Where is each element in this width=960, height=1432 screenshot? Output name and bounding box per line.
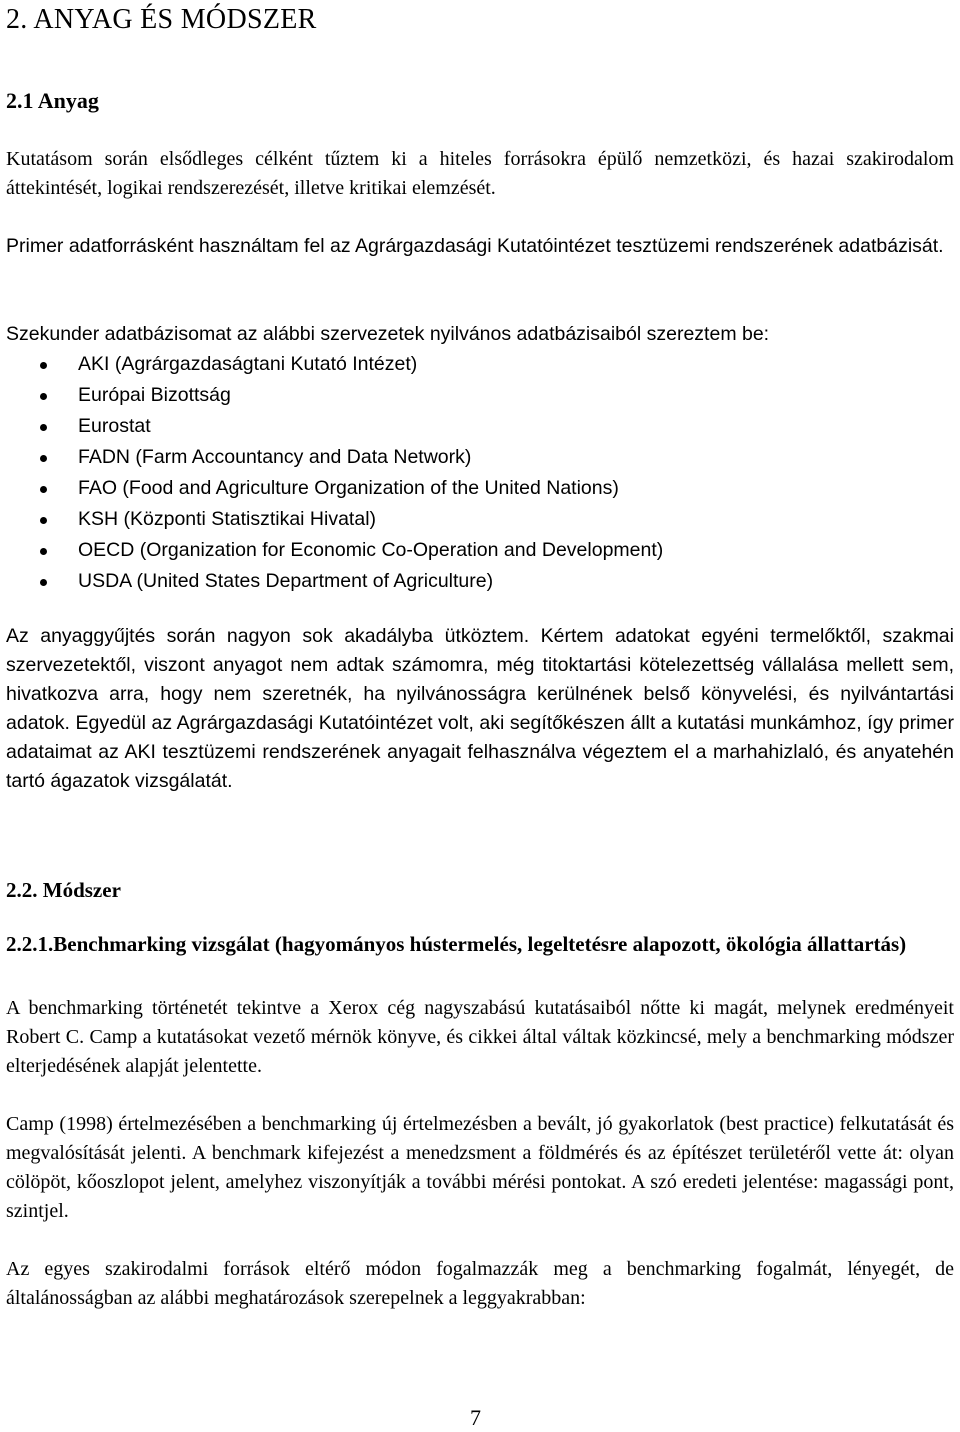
list-item: AKI (Agrárgazdaságtani Kutató Intézet) xyxy=(0,349,940,380)
bullet-icon xyxy=(40,517,47,524)
paragraph-camp: Camp (1998) értelmezésében a benchmarking új értelmezésben a bevált, jó gyakorlatok (best practice) felkutatását és megvalósítását jelenti. A benchmark kifejezést a menedzsment a földmérés és az építészet területéről vette át: olyan cölöpöt, kőoszlopot jelent, amelyhez viszonyítják a további mérési pontokat. A szó eredeti jelentése: magassági pont, szintjel. xyxy=(6,1113,954,1222)
list-item: OECD (Organization for Economic Co-Operation and Development) xyxy=(0,535,940,566)
paragraph-definitions: Az egyes szakirodalmi források eltérő módon fogalmazzák meg a benchmarking fogalmát, lényegét, de általánosságban az alábbi meghatározások szerepelnek a leggyakrabban: xyxy=(6,1258,954,1309)
section-heading-anyag: 2.1 Anyag xyxy=(6,88,99,113)
paragraph-intro: Kutatásom során elsődleges célként tűztem ki a hiteles forrásokra épülő nemzetközi, és hazai szakirodalom áttekintését, logikai rendszerezését, illetve kritikai elemzését. xyxy=(6,148,954,199)
page-number: 7 xyxy=(470,1405,481,1430)
list-item: KSH (Központi Statisztikai Hivatal) xyxy=(0,504,940,535)
bullet-icon xyxy=(40,362,47,369)
section-heading-modszer: 2.2. Módszer xyxy=(6,878,121,902)
paragraph-anyaggyujtes: Az anyaggyűjtés során nagyon sok akadályba ütköztem. Kértem adatokat egyéni termelőktől, szakmai szervezetektől, viszont anyagot nem adtak számomra, még titoktartási kötelezettség vállalása mellett sem, hivatkozva arra, hogy nem szeretnék, ha nyilvánosságra kerülnének belső könyvelési, és nyilvántartási adatok. Egyedül az Agrárgazdasági Kutatóintézet volt, aki segítőkészen állt a kutatási munkámhoz, így primer adataimat az AKI tesztüzemi rendszerének anyagait felhasználva végeztem el a marhahizlaló, és anyatehén tartó ágazatok vizsgálatát. xyxy=(6,625,954,792)
list-item: Európai Bizottság xyxy=(0,380,940,411)
bullet-icon xyxy=(40,424,47,431)
list-item: USDA (United States Department of Agriculture) xyxy=(0,566,940,597)
paragraph-benchmarking-history: A benchmarking történetét tekintve a Xerox cég nagyszabású kutatásaiból nőtte ki magát, melynek eredményeit Robert C. Camp a kutatásokat vezető mérnök könyve, és cikkei által váltak közkincsé, mely a benchmarking módszer elterjedésének alapját jelentette. xyxy=(6,997,954,1077)
bullet-icon xyxy=(40,393,47,400)
bullet-icon xyxy=(40,486,47,493)
chapter-heading: 2. ANYAG ÉS MÓDSZER xyxy=(6,4,317,35)
subsection-heading-benchmarking: 2.2.1.Benchmarking vizsgálat (hagyományos hústermelés, legeltetésre alapozott, ökológia állattartás) xyxy=(6,932,907,956)
paragraph-szekunder: Szekunder adatbázisomat az alábbi szervezetek nyilvános adatbázisaiból szereztem be: xyxy=(6,323,770,345)
paragraph-primer: Primer adatforrásként használtam fel az Agrárgazdasági Kutatóintézet tesztüzemi rendszerének adatbázisát. xyxy=(6,235,944,257)
bullet-icon xyxy=(40,548,47,555)
source-list xyxy=(0,349,940,597)
list-item: FADN (Farm Accountancy and Data Network) xyxy=(0,442,940,473)
list-item: Eurostat xyxy=(0,411,940,442)
bullet-icon xyxy=(40,455,47,462)
list-item: FAO (Food and Agriculture Organization of the United Nations) xyxy=(0,473,940,504)
bullet-icon xyxy=(40,579,47,586)
